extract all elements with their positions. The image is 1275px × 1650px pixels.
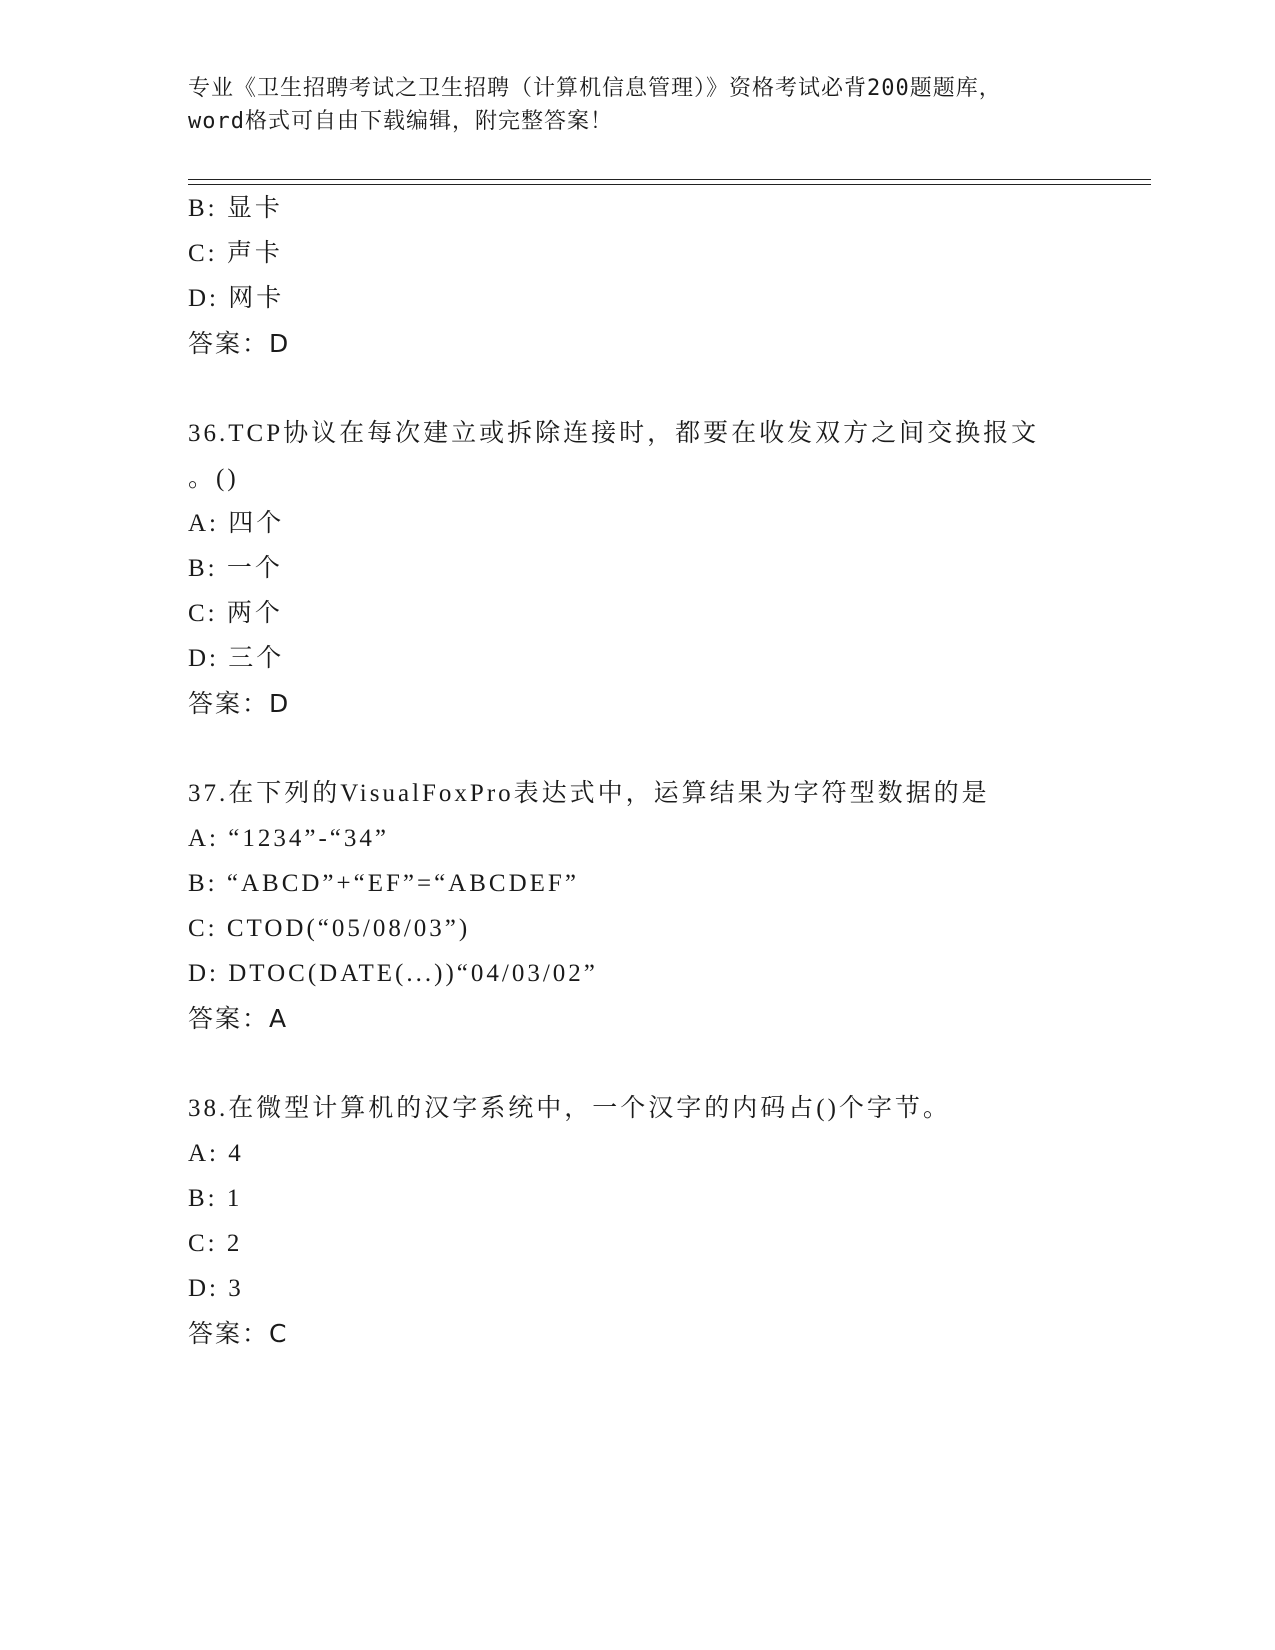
- q38-option-c: C: 2: [188, 1230, 243, 1257]
- q37-answer: 答案：A: [188, 1004, 289, 1033]
- q37-stem: 37.在下列的VisualFoxPro表达式中，运算结果为字符型数据的是: [188, 780, 990, 807]
- q38-option-b: B: 1: [188, 1185, 243, 1212]
- q37-option-c: C: CTOD(“05/08/03”): [188, 915, 471, 942]
- prev-answer: 答案：D: [188, 329, 291, 358]
- header-divider-top: [188, 179, 1151, 180]
- q36-option-d: D: 三个: [188, 645, 285, 672]
- q37-option-d: D: DTOC(DATE(...))“04/03/02”: [188, 960, 598, 987]
- q37-option-b: B: “ABCD”+“EF”=“ABCDEF”: [188, 870, 579, 897]
- prev-option-b: B: 显卡: [188, 195, 283, 222]
- q38-option-a: A: 4: [188, 1140, 244, 1167]
- document-header: [188, 72, 1088, 138]
- q36-stem-line-2: 。(): [188, 465, 239, 492]
- q36-option-b: B: 一个: [188, 555, 283, 582]
- prev-option-d: D: 网卡: [188, 285, 285, 312]
- header-line-1: 专业《卫生招聘考试之卫生招聘（计算机信息管理）》资格考试必背200题题库，: [188, 76, 1002, 101]
- q36-stem-line-1: 36.TCP协议在每次建立或拆除连接时，都要在收发双方之间交换报文: [188, 420, 1040, 447]
- prev-option-c: C: 声卡: [188, 240, 283, 267]
- q38-option-d: D: 3: [188, 1275, 244, 1302]
- q36-answer: 答案：D: [188, 689, 291, 718]
- header-line-2: word格式可自由下载编辑，附完整答案！: [188, 109, 613, 134]
- q38-stem: 38.在微型计算机的汉字系统中，一个汉字的内码占()个字节。: [188, 1095, 951, 1122]
- header-divider-bottom: [188, 184, 1151, 185]
- q36-option-a: A: 四个: [188, 510, 285, 537]
- q37-option-a: A: “1234”-“34”: [188, 825, 389, 852]
- q38-answer: 答案：C: [188, 1319, 289, 1348]
- q36-option-c: C: 两个: [188, 600, 283, 627]
